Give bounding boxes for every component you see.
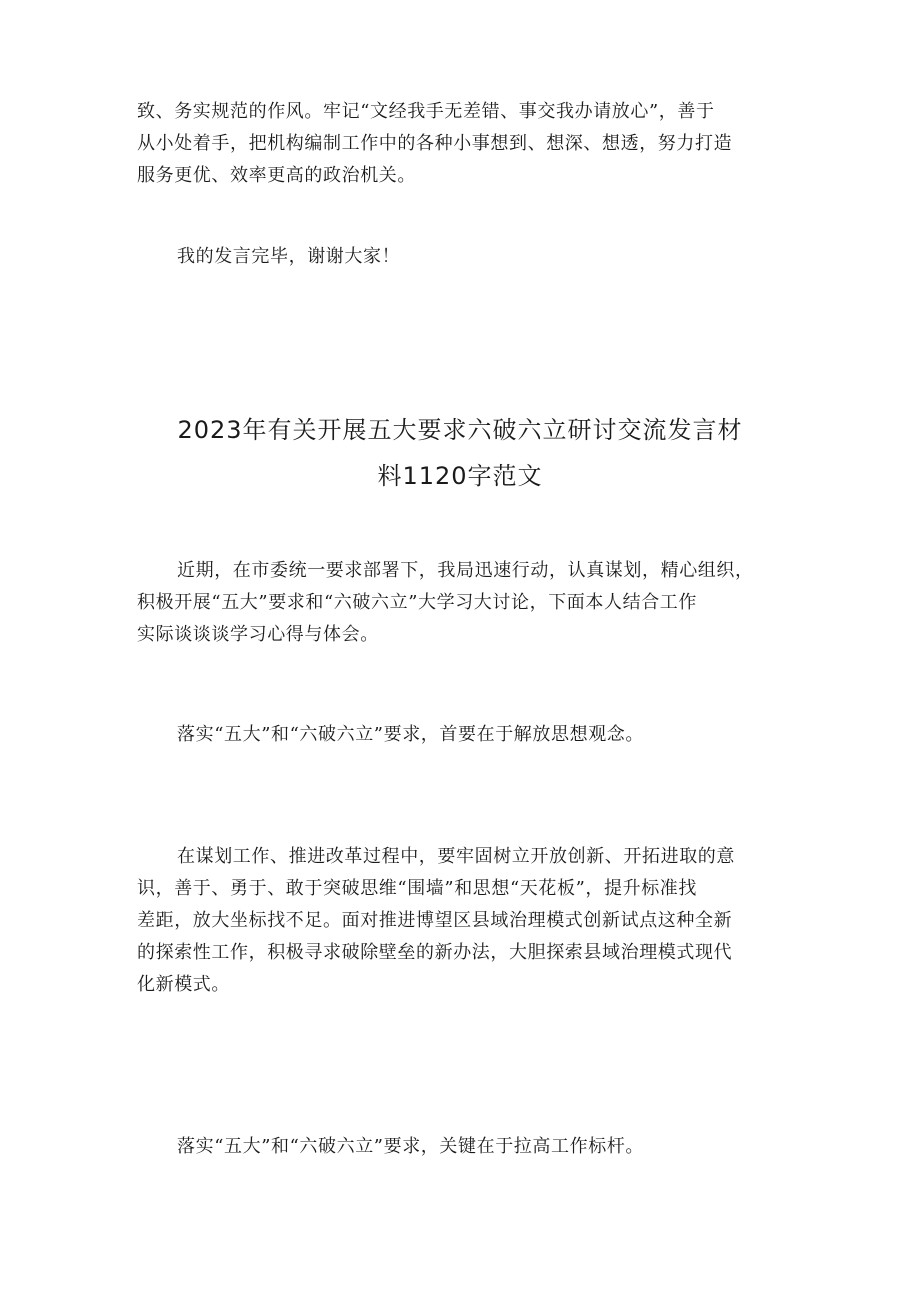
body-paragraph-1 <box>137 841 787 1001</box>
paragraph-line: 化新模式。 <box>137 974 230 995</box>
section-heading-text: 落实“五大”和“六破六立”要求，首要在于解放思想观念。 <box>177 724 645 745</box>
paragraph-line: 积极开展“五大”要求和“六破六立”大学习大讨论，下面本人结合工作 <box>137 592 698 613</box>
paragraph-line: 差距，放大坐标找不足。面对推进博望区县域治理模式创新试点这种全新 <box>137 910 733 931</box>
section-heading-text: 落实“五大”和“六破六立”要求，关键在于拉高工作标杆。 <box>177 1136 645 1157</box>
closing-remark-text: 我的发言完毕，谢谢大家！ <box>177 246 401 267</box>
section-heading-1 <box>137 719 787 751</box>
paragraph-line: 从小处着手，把机构编制工作中的各种小事想到、想深、想透，努力打造 <box>137 133 733 154</box>
article-title <box>0 407 920 499</box>
carryover-paragraph <box>137 96 787 192</box>
paragraph-line: 识，善于、勇于、敢于突破思维“围墙”和思想“天花板”，提升标准找 <box>137 878 698 899</box>
paragraph-line: 近期，在市委统一要求部署下，我局迅速行动，认真谋划，精心组织， <box>177 560 754 581</box>
article-title-line1: 2023年有关开展五大要求六破六立研讨交流发言材 <box>177 416 743 444</box>
paragraph-line: 致、务实规范的作风。牢记“文经我手无差错、事交我办请放心”，善于 <box>137 101 715 122</box>
paragraph-line: 在谋划工作、推进改革过程中，要牢固树立开放创新、开拓进取的意 <box>177 846 735 867</box>
closing-remark <box>137 241 787 273</box>
section-heading-2 <box>137 1131 787 1163</box>
intro-paragraph <box>137 555 787 651</box>
paragraph-line: 服务更优、效率更高的政治机关。 <box>137 165 416 186</box>
article-title-line2: 料1120字范文 <box>377 462 543 490</box>
paragraph-line: 实际谈谈谈学习心得与体会。 <box>137 624 379 645</box>
paragraph-line: 的探索性工作，积极寻求破除壁垒的新办法，大胆探索县域治理模式现代 <box>137 942 733 963</box>
